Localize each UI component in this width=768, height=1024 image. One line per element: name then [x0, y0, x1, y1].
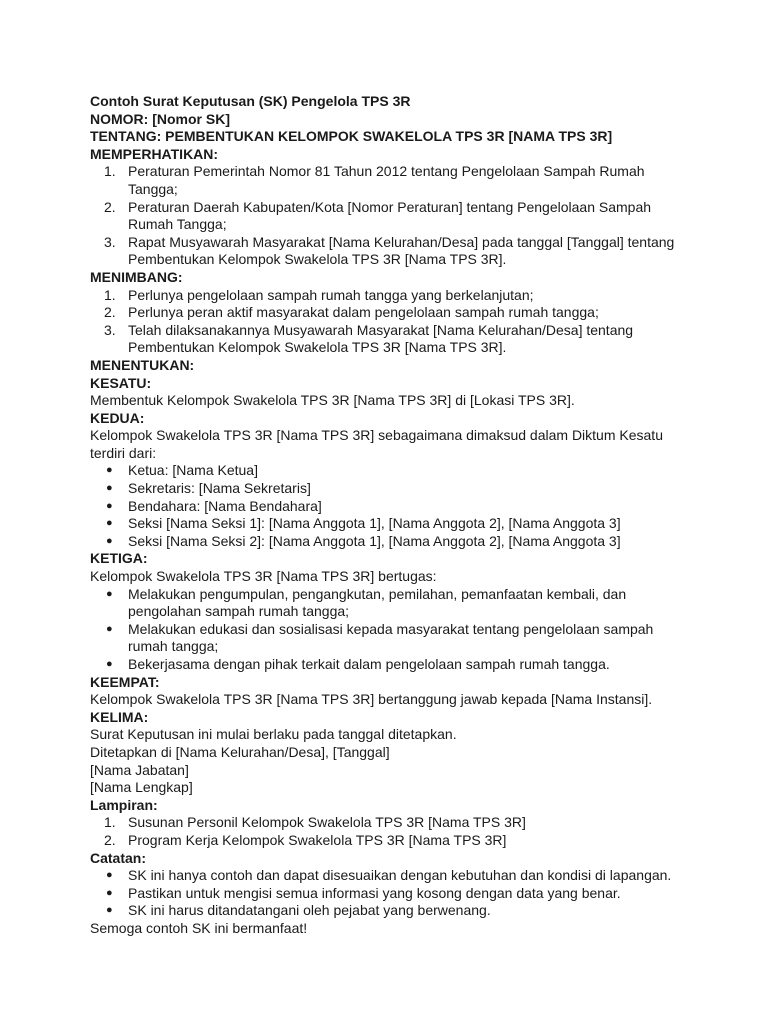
list-item: ● Seksi [Nama Seksi 2]: [Nama Anggota 1], [Nama Anggota 2], [Nama Anggota 3] [106, 532, 621, 549]
keempat-text: Kelompok Swakelola TPS 3R [Nama TPS 3R] bertanggung jawab kepada [Nama Instansi]. [90, 691, 653, 708]
list-item: ● Ketua: [Nama Ketua] [106, 462, 258, 479]
document-title: Contoh Surat Keputusan (SK) Pengelola TPS 3R [90, 93, 411, 109]
list-number: 1. [104, 814, 116, 831]
kelima-text: Surat Keputusan ini mulai berlaku pada tanggal ditetapkan. [90, 726, 457, 743]
list-number: 2. [104, 304, 116, 321]
catatan-heading: Catatan: [90, 849, 147, 866]
list-item: ● Sekretaris: [Nama Sekretaris] [106, 480, 311, 497]
list-item: 3. Telah dilaksanakannya Musyawarah Masyarakat [Nama Kelurahan/Desa] tentang Pembentukan Kelompok Swakelola TPS 3R [Nama TPS 3R]. [104, 321, 634, 356]
list-number: 1. [104, 286, 116, 303]
list-item: 1. Susunan Personil Kelompok Swakelola TPS 3R [Nama TPS 3R] [104, 814, 526, 831]
list-item: ● Melakukan edukasi dan sosialisasi kepada masyarakat tentang pengelolaan sampah rumah tangga; [106, 620, 654, 655]
closing-text: Semoga contoh SK ini bermanfaat! [90, 919, 308, 936]
list-item: 2. Perlunya peran aktif masyarakat dalam pengelolaan sampah rumah tangga; [104, 304, 599, 321]
list-number: 2. [104, 198, 116, 215]
list-item: ● Pastikan untuk mengisi semua informasi yang kosong dengan data yang benar. [106, 884, 621, 901]
bullet-icon: ● [106, 622, 113, 635]
kelima-heading: KELIMA: [90, 708, 149, 725]
signatory-title: [Nama Jabatan] [90, 761, 189, 778]
sk-number: NOMOR: [Nomor SK] [90, 110, 230, 127]
list-item: ● SK ini hanya contoh dan dapat disesuaikan dengan kebutuhan dan kondisi di lapangan. [106, 867, 672, 884]
menimbang-heading: MENIMBANG: [90, 268, 183, 285]
lampiran-heading: Lampiran: [90, 796, 158, 813]
list-item: ● Seksi [Nama Seksi 1]: [Nama Anggota 1], [Nama Anggota 2], [Nama Anggota 3] [106, 515, 621, 532]
bullet-icon: ● [106, 904, 113, 917]
list-item: 3. Rapat Musyawarah Masyarakat [Nama Kelurahan/Desa] pada tanggal [Tanggal] tentang Pembentukan Kelompok Swakelola TPS 3R [Nama TPS 3R]. [104, 233, 675, 268]
bullet-icon: ● [106, 499, 113, 512]
list-number: 3. [104, 321, 116, 338]
ketiga-heading: KETIGA: [90, 550, 148, 567]
lampiran-list [90, 814, 690, 849]
list-item: ● Melakukan pengumpulan, pengangkutan, pemilahan, pemanfaatan kembali, dan pengolahan sampah rumah tangga; [106, 585, 627, 620]
list-number: 2. [104, 831, 116, 848]
keempat-heading: KEEMPAT: [90, 673, 160, 690]
bullet-icon: ● [106, 464, 113, 477]
list-item: 1. Perlunya pengelolaan sampah rumah tangga yang berkelanjutan; [104, 286, 534, 303]
list-item: ● Bendahara: [Nama Bendahara] [106, 497, 322, 514]
list-item: ● SK ini harus ditandatangani oleh pejabat yang berwenang. [106, 902, 491, 919]
list-item: 2. Program Kerja Kelompok Swakelola TPS 3R [Nama TPS 3R] [104, 831, 507, 848]
kesatu-text: Membentuk Kelompok Swakelola TPS 3R [Nama TPS 3R] di [Lokasi TPS 3R]. [90, 392, 575, 409]
list-item: ● Bekerjasama dengan pihak terkait dalam pengelolaan sampah rumah tangga. [106, 656, 610, 672]
ketiga-text: Kelompok Swakelola TPS 3R [Nama TPS 3R] bertugas: [90, 568, 437, 585]
kedua-text: Kelompok Swakelola TPS 3R [Nama TPS 3R] sebagaimana dimaksud dalam Diktum Kesatu terdiri dari: [90, 427, 663, 461]
list-item: 1. Peraturan Pemerintah Nomor 81 Tahun 2012 tentang Pengelolaan Sampah Rumah Tangga; [104, 163, 645, 197]
bullet-icon: ● [106, 482, 113, 495]
bullet-icon: ● [106, 658, 113, 670]
list-number: 1. [104, 163, 116, 180]
bullet-icon: ● [106, 886, 113, 899]
ditetapkan-line: Ditetapkan di [Nama Kelurahan/Desa], [Tanggal] [90, 743, 390, 760]
sk-subject: TENTANG: PEMBENTUKAN KELOMPOK SWAKELOLA TPS 3R [NAMA TPS 3R] [90, 128, 613, 145]
list-number: 3. [104, 233, 116, 250]
bullet-icon: ● [106, 587, 113, 600]
ketiga-list [90, 586, 690, 674]
kesatu-heading: KESATU: [90, 374, 152, 391]
catatan-list [90, 867, 690, 920]
list-item: 2. Peraturan Daerah Kabupaten/Kota [Nomor Peraturan] tentang Pengelolaan Sampah Rumah Tangga; [104, 198, 652, 233]
menimbang-list [90, 287, 690, 357]
kedua-list [90, 462, 690, 550]
menentukan-heading: MENENTUKAN: [90, 356, 195, 373]
signatory-name: [Nama Lengkap] [90, 779, 193, 796]
bullet-icon: ● [106, 517, 113, 530]
bullet-icon: ● [106, 534, 113, 547]
kedua-heading: KEDUA: [90, 409, 145, 426]
document-body [90, 93, 690, 938]
memperhatikan-heading: MEMPERHATIKAN: [90, 145, 219, 162]
memperhatikan-list [90, 163, 690, 269]
bullet-icon: ● [106, 869, 113, 882]
